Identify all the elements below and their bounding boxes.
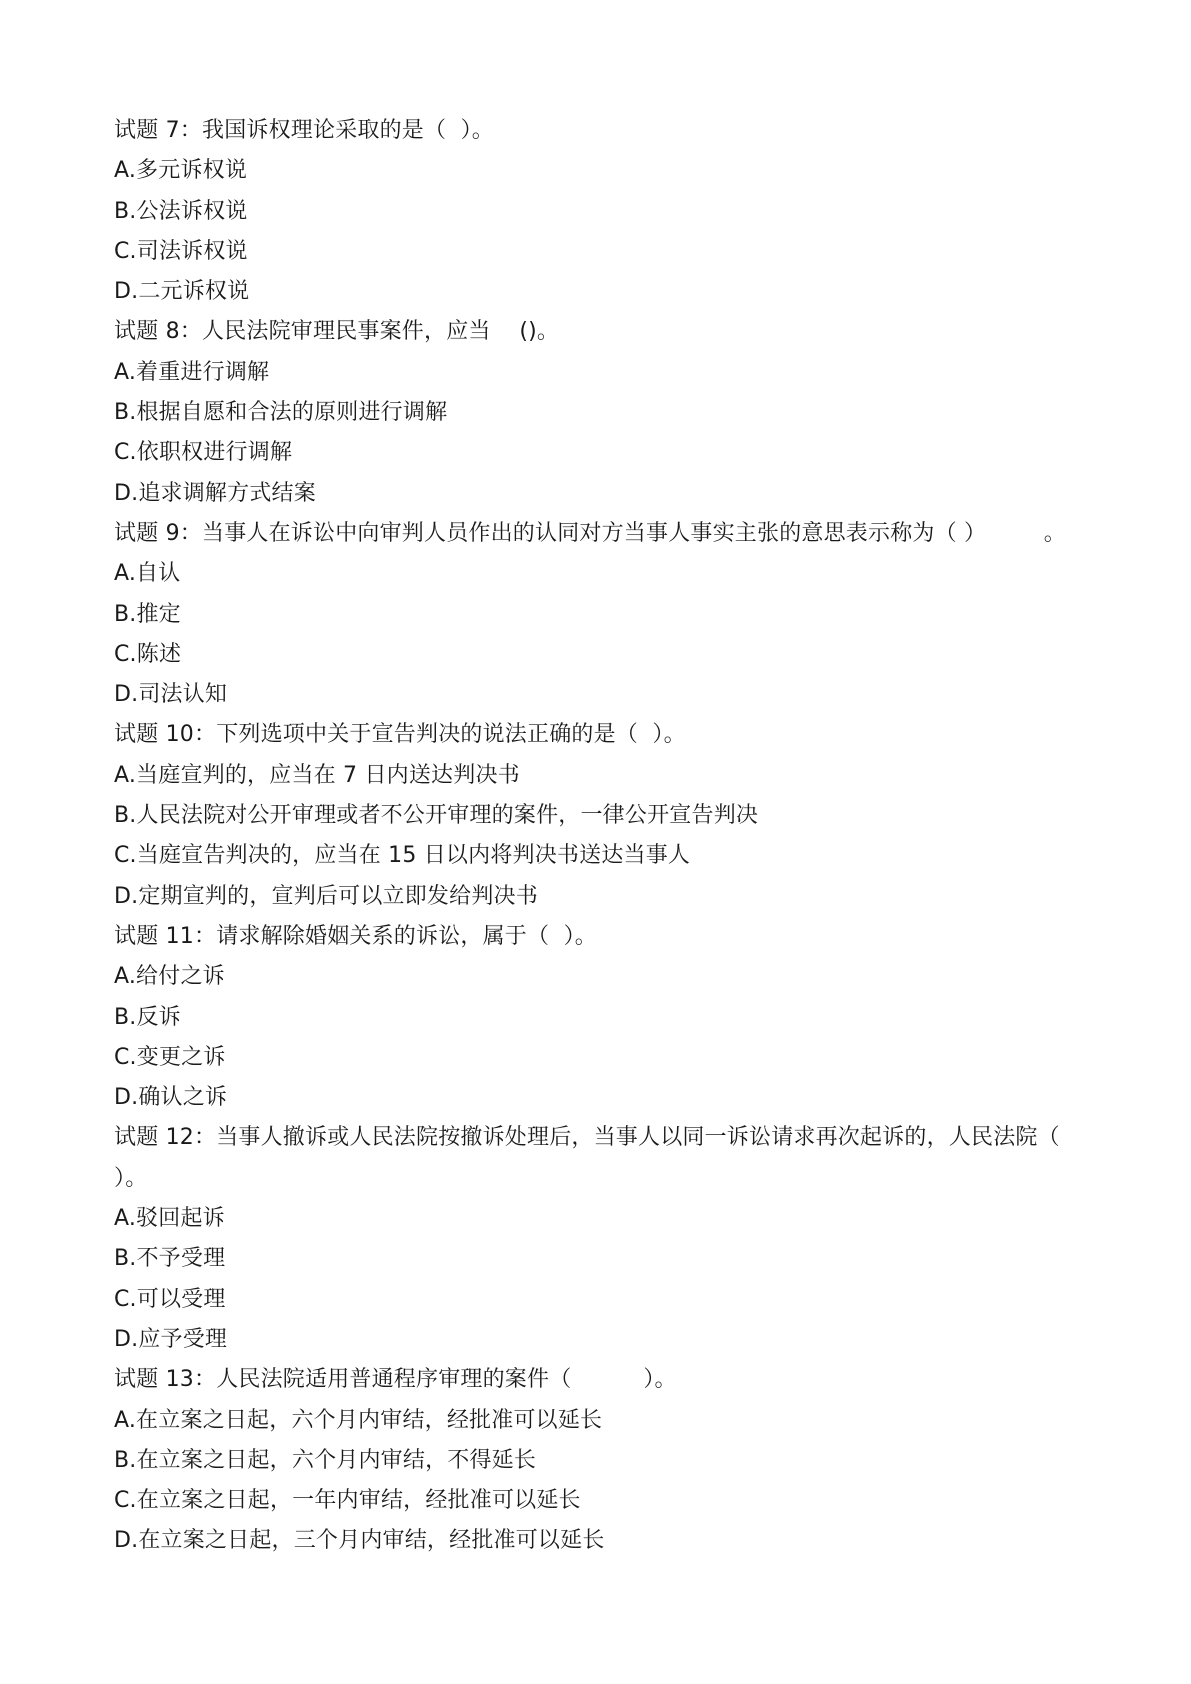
question-title: 试题 8：人民法院审理民事案件，应当 ()。 (114, 319, 560, 345)
question-10 (114, 715, 1094, 916)
option-b: B.反诉 (114, 1004, 181, 1030)
option-a: A.多元诉权说 (114, 158, 248, 184)
question-title: 试题 11：请求解除婚姻关系的诉讼，属于（ ）。 (114, 923, 597, 949)
option-b: B.不予受理 (114, 1246, 226, 1272)
option-b: B.在立案之日起，六个月内审结，不得延长 (114, 1447, 537, 1473)
question-12 (114, 1118, 1103, 1360)
question-8 (114, 312, 1094, 513)
question-title: 试题 7：我国诉权理论采取的是（ ）。 (114, 118, 494, 143)
document-page (114, 111, 1103, 1562)
question-7 (114, 111, 1094, 312)
option-d: D.确认之诉 (114, 1085, 228, 1111)
option-d: D.二元诉权说 (114, 279, 250, 305)
option-d: D.司法认知 (114, 682, 228, 708)
option-b: B.人民法院对公开审理或者不公开审理的案件，一律公开宣告判决 (114, 803, 759, 829)
option-c: C.当庭宣告判决的，应当在 15 日以内将判决书送达当事人 (114, 843, 691, 869)
option-c: C.陈述 (114, 641, 182, 667)
option-a: A.在立案之日起，六个月内审结，经批准可以延长 (114, 1407, 603, 1433)
option-b: B.推定 (114, 601, 181, 627)
question-title: 试题 13：人民法院适用普通程序审理的案件（ ）。 (114, 1367, 677, 1393)
question-title: 试题 12：当事人撤诉或人民法院按撤诉处理后，当事人以同一诉讼请求再次起诉的，人民法院（ ）。 (114, 1125, 1103, 1191)
option-d: D.应予受理 (114, 1326, 228, 1352)
option-b: B.公法诉权说 (114, 198, 248, 224)
option-a: A.给付之诉 (114, 964, 225, 990)
option-d: D.定期宣判的，宣判后可以立即发给判决书 (114, 883, 538, 909)
option-c: C.可以受理 (114, 1286, 226, 1312)
option-a: A.自认 (114, 561, 181, 587)
option-a: A.着重进行调解 (114, 359, 270, 385)
option-d: D.追求调解方式结案 (114, 480, 316, 506)
question-title: 试题 9：当事人在诉讼中向审判人员作出的认同对方当事人事实主张的意思表示称为（ ） 。 (114, 520, 1066, 546)
option-c: C.依职权进行调解 (114, 440, 293, 466)
option-a: A.当庭宣判的，应当在 7 日内送达判决书 (114, 762, 520, 788)
option-b: B.根据自愿和合法的原则进行调解 (114, 400, 448, 426)
question-13 (114, 1360, 1094, 1561)
option-d: D.在立案之日起，三个月内审结，经批准可以延长 (114, 1528, 605, 1554)
question-11 (114, 917, 1094, 1118)
question-title: 试题 10：下列选项中关于宣告判决的说法正确的是（ ）。 (114, 722, 686, 748)
option-c: C.在立案之日起，一年内审结，经批准可以延长 (114, 1488, 581, 1514)
option-c: C.变更之诉 (114, 1044, 226, 1070)
question-9 (114, 514, 1094, 715)
option-a: A.驳回起诉 (114, 1206, 225, 1232)
option-c: C.司法诉权说 (114, 238, 248, 264)
